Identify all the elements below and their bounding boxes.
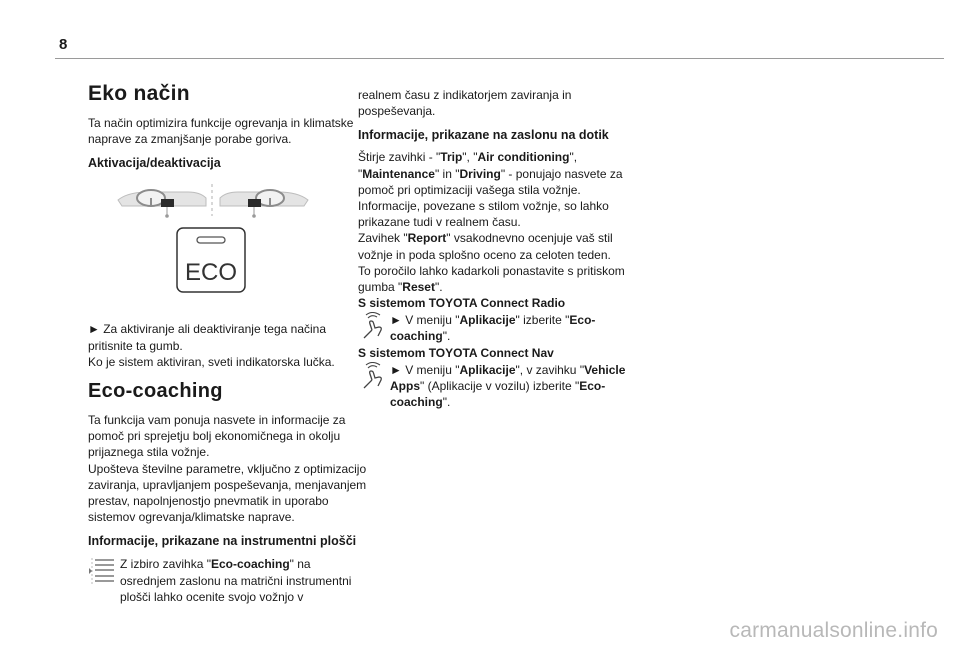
nav-instruction bbox=[358, 362, 638, 411]
eco-coaching-title: Eco-coaching bbox=[88, 380, 223, 403]
touch-screen-hand-icon bbox=[358, 312, 386, 342]
steering-wheel-right-icon bbox=[220, 190, 308, 218]
touch-screen-hand-icon bbox=[358, 362, 386, 392]
report-description: Zavihek "Report" vsakodnevno ocenjuje vaš stil vožnje in poda splošno oceno za celoten teden. bbox=[358, 231, 613, 262]
instrument-panel-icon bbox=[88, 556, 116, 586]
watermark: carmanualsonline.info bbox=[729, 619, 938, 642]
activation-note: Ko je sistem aktiviran, sveti indikatorska lučka. bbox=[88, 354, 335, 369]
instrument-info bbox=[88, 556, 368, 605]
activation-step: ► Za aktiviranje ali deaktiviranje tega načina pritisnite ta gumb. bbox=[88, 322, 327, 353]
eco-button-illustration bbox=[88, 180, 368, 315]
dashboard-illustration bbox=[88, 180, 368, 315]
eco-mode-title: Eko način bbox=[88, 82, 190, 105]
right-column bbox=[358, 87, 638, 410]
radio-instruction-text: ► V meniju "Aplikacije" izberite "Eco-coaching". bbox=[390, 313, 596, 344]
radio-instruction bbox=[358, 312, 638, 344]
touch-screen-heading: Informacije, prikazane na zaslonu na dotik bbox=[358, 128, 609, 143]
left-column bbox=[88, 81, 368, 605]
instrument-panel-heading: Informacije, prikazane na instrumentni plošči bbox=[88, 534, 357, 549]
eco-mode-description: Ta način optimizira funkcije ogrevanja in klimatske naprave za zmanjšanje porabe goriva. bbox=[88, 116, 354, 147]
radio-heading: S sistemom TOYOTA Connect Radio bbox=[358, 296, 566, 311]
steering-wheel-left-icon bbox=[118, 190, 206, 218]
instrument-info-text: Z izbiro zavihka "Eco-coaching" na osrednjem zaslonu na matrični instrumentni plošči lahko ocenite svojo vožnjo v bbox=[120, 557, 352, 604]
nav-instruction-text: ► V meniju "Aplikacije", v zavihku "Vehicle Apps" (Aplikacije v vozilu) izberite "Eco-coaching". bbox=[390, 362, 626, 410]
nav-heading: S sistemom TOYOTA Connect Nav bbox=[358, 345, 554, 360]
continuation-text: realnem času z indikatorjem zaviranja in pospeševanja. bbox=[358, 88, 572, 119]
coaching-description-2: Upošteva številne parametre, vključno z optimizacijo zaviranja, upravljanjem pospeševanja, menjavanjem prestav, napolnjenostjo pnevmatik in uporabo sistemov ogrevanja/klimatske naprave. bbox=[88, 461, 367, 525]
tabs-description: Štirje zavihki - "Trip", "Air conditioning", "Maintenance" in "Driving" - ponujajo nasvete za pomoč pri optimizaciji vašega stila vožnje. bbox=[358, 150, 623, 197]
realtime-note: Informacije, povezane s stilom vožnje, so lahko prikazane tudi v realnem času. bbox=[358, 199, 609, 230]
activation-heading: Aktivacija/deaktivacija bbox=[88, 156, 221, 171]
page-number: 8 bbox=[59, 36, 68, 53]
coaching-description-1: Ta funkcija vam ponuja nasvete in informacije za pomoč pri sprejetju bolj ekonomičnega in okolju prijaznega stila vožnje. bbox=[88, 413, 346, 460]
reset-description: To poročilo lahko kadarkoli ponastavite s pritiskom gumba "Reset". bbox=[358, 263, 625, 295]
eco-button-label: ECO bbox=[184, 259, 238, 287]
header-rule bbox=[55, 58, 944, 59]
